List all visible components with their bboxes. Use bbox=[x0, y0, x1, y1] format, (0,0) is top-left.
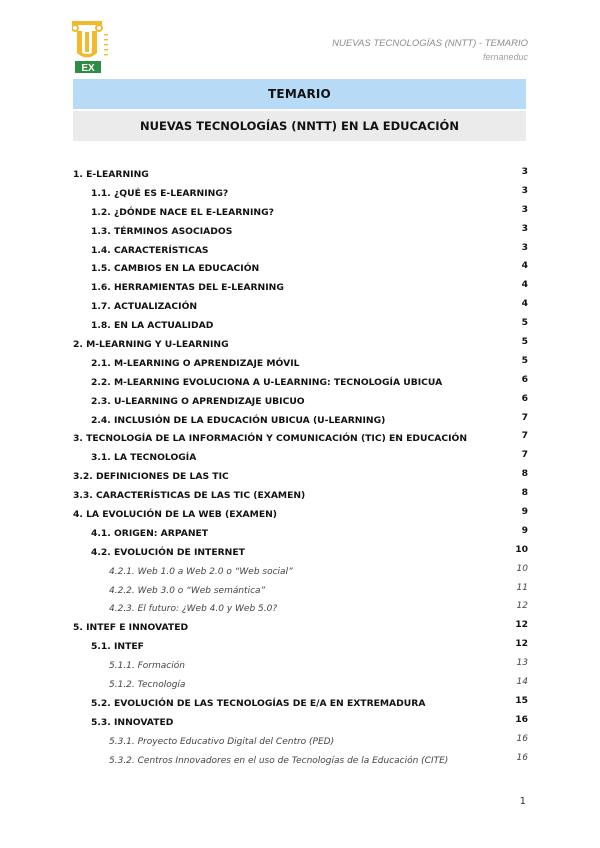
toc-entry-page: 4 bbox=[521, 279, 528, 291]
toc-entry-page: 8 bbox=[521, 487, 528, 499]
toc-entry[interactable] bbox=[73, 635, 528, 654]
toc-entry-title: 1.1. ¿QUÉ ES E-LEARNING? bbox=[91, 187, 229, 199]
toc-entry-page: 3 bbox=[521, 203, 528, 215]
toc-entry-title: 2.1. M-LEARNING O APRENDIZAJE MÓVIL bbox=[91, 357, 300, 369]
toc-entry-title: 1.6. HERRAMIENTAS DEL E-LEARNING bbox=[91, 282, 284, 294]
header-title: NUEVAS TECNOLOGÍAS (NNTT) - TEMARIO bbox=[332, 38, 528, 49]
toc-entry-page: 12 bbox=[515, 638, 528, 650]
toc-entry-title: 2.3. U-LEARNING O APRENDIZAJE UBICUO bbox=[91, 395, 305, 407]
toc-entry-page: 14 bbox=[516, 677, 528, 688]
university-logo bbox=[72, 20, 110, 74]
toc-entry[interactable] bbox=[73, 295, 528, 314]
toc-entry-page: 16 bbox=[515, 713, 528, 725]
toc-entry[interactable] bbox=[73, 390, 528, 409]
toc-entry-title: 4.1. ORIGEN: ARPANET bbox=[91, 527, 209, 539]
toc-entry-page: 5 bbox=[521, 336, 528, 348]
toc-entry-page: 3 bbox=[521, 222, 528, 234]
table-of-contents bbox=[73, 163, 528, 768]
toc-entry-title: 1.3. TÉRMINOS ASOCIADOS bbox=[91, 225, 233, 237]
toc-entry[interactable] bbox=[73, 352, 528, 371]
toc-entry-title: 5. INTEF E INNOVATED bbox=[73, 622, 189, 634]
toc-entry[interactable] bbox=[73, 201, 528, 220]
toc-entry-title: 2.4. INCLUSIÓN DE LA EDUCACIÓN UBICUA (U-LEARNING) bbox=[91, 414, 386, 426]
toc-entry-title: 5.1. INTEF bbox=[91, 641, 144, 653]
toc-entry-title: 1.4. CARACTERÍSTICAS bbox=[91, 244, 209, 256]
toc-entry[interactable] bbox=[73, 749, 528, 768]
toc-entry[interactable] bbox=[73, 239, 528, 258]
toc-entry[interactable] bbox=[73, 409, 528, 428]
toc-entry[interactable] bbox=[73, 673, 528, 692]
toc-entry-page: 9 bbox=[521, 506, 528, 518]
toc-entry-title: 4.2.2. Web 3.0 o “Web semántica” bbox=[109, 585, 266, 596]
toc-entry-page: 16 bbox=[516, 733, 528, 744]
toc-entry[interactable] bbox=[73, 484, 528, 503]
toc-entry[interactable] bbox=[73, 654, 528, 673]
toc-entry-title: 5.3.2. Centros Innovadores en el uso de Tecnologías de la Educación (CITE) bbox=[109, 755, 449, 766]
toc-entry-title: 1.7. ACTUALIZACIÓN bbox=[91, 301, 198, 313]
toc-entry-page: 3 bbox=[521, 241, 528, 253]
toc-entry[interactable] bbox=[73, 522, 528, 541]
toc-entry-title: 4.2.3. El futuro: ¿Web 4.0 y Web 5.0? bbox=[109, 604, 278, 615]
toc-entry-title: 5.1.2. Tecnología bbox=[109, 680, 186, 691]
toc-entry-title: 3.1. LA TECNOLOGÍA bbox=[91, 452, 197, 464]
toc-entry[interactable] bbox=[73, 616, 528, 635]
toc-entry[interactable] bbox=[73, 220, 528, 239]
toc-entry-page: 4 bbox=[521, 260, 528, 272]
toc-entry-page: 12 bbox=[515, 619, 528, 631]
toc-entry-page: 10 bbox=[516, 563, 528, 574]
toc-entry-page: 8 bbox=[521, 468, 528, 480]
toc-entry[interactable] bbox=[73, 597, 528, 616]
toc-entry-page: 6 bbox=[521, 373, 528, 385]
toc-entry-title: 2.2. M-LEARNING EVOLUCIONA A U-LEARNING: TECNOLOGÍA UBICUA bbox=[91, 376, 443, 388]
toc-entry-page: 7 bbox=[521, 449, 528, 461]
toc-entry[interactable] bbox=[73, 503, 528, 522]
toc-entry-title: 5.1.1. Formación bbox=[109, 661, 185, 672]
toc-entry-page: 7 bbox=[521, 430, 528, 442]
toc-entry-page: 10 bbox=[515, 543, 528, 555]
toc-entry-title: 4.2. EVOLUCIÓN DE INTERNET bbox=[91, 546, 245, 558]
toc-entry-page: 4 bbox=[521, 298, 528, 310]
toc-entry[interactable] bbox=[73, 333, 528, 352]
toc-entry-title: 1. E-LEARNING bbox=[73, 169, 149, 180]
toc-entry[interactable] bbox=[73, 730, 528, 749]
toc-entry-page: 5 bbox=[521, 317, 528, 329]
toc-entry[interactable] bbox=[73, 314, 528, 333]
toc-entry[interactable] bbox=[73, 276, 528, 295]
toc-entry-page: 9 bbox=[521, 524, 528, 536]
toc-entry-title: 1.8. EN LA ACTUALIDAD bbox=[91, 320, 214, 332]
toc-entry-title: 4. LA EVOLUCIÓN DE LA WEB (EXAMEN) bbox=[73, 509, 277, 521]
document-subtitle: NUEVAS TECNOLOGÍAS (NNTT) EN LA EDUCACIÓN bbox=[73, 111, 526, 141]
toc-entry-page: 13 bbox=[516, 658, 528, 669]
toc-entry[interactable] bbox=[73, 182, 528, 201]
toc-entry[interactable] bbox=[73, 711, 528, 730]
toc-entry-page: 3 bbox=[521, 184, 528, 196]
toc-entry-title: 3. TECNOLOGÍA DE LA INFORMACIÓN Y COMUNICACIÓN (TIC) EN EDUCACIÓN bbox=[73, 433, 468, 445]
toc-entry[interactable] bbox=[73, 465, 528, 484]
toc-entry-page: 12 bbox=[516, 601, 528, 612]
toc-entry-title: 5.2. EVOLUCIÓN DE LAS TECNOLOGÍAS DE E/A EN EXTREMADURA bbox=[91, 697, 426, 709]
toc-entry-page: 16 bbox=[516, 752, 528, 763]
toc-entry-title: 4.2.1. Web 1.0 a Web 2.0 o “Web social” bbox=[109, 566, 293, 577]
toc-entry[interactable] bbox=[73, 371, 528, 390]
toc-entry-title: 1.2. ¿DÓNDE NACE EL E-LEARNING? bbox=[91, 206, 274, 218]
toc-entry[interactable] bbox=[73, 163, 528, 182]
toc-entry-title: 5.3. INNOVATED bbox=[91, 716, 174, 728]
toc-entry[interactable] bbox=[73, 560, 528, 579]
toc-entry[interactable] bbox=[73, 579, 528, 598]
toc-entry-title: 3.3. CARACTERÍSTICAS DE LAS TIC (EXAMEN) bbox=[73, 490, 306, 502]
toc-entry-page: 11 bbox=[516, 582, 528, 593]
toc-entry[interactable] bbox=[73, 427, 528, 446]
toc-entry-title: 2. M-LEARNING Y U-LEARNING bbox=[73, 339, 229, 351]
toc-entry[interactable] bbox=[73, 692, 528, 711]
header-author: fernaneduc bbox=[482, 52, 528, 62]
toc-entry-title: 1.5. CAMBIOS EN LA EDUCACIÓN bbox=[91, 263, 260, 275]
logo-text: EX bbox=[81, 63, 95, 74]
toc-entry-page: 7 bbox=[521, 411, 528, 423]
toc-entry-title: 5.3.1. Proyecto Educativo Digital del Centro (PED) bbox=[109, 736, 335, 747]
toc-entry[interactable] bbox=[73, 446, 528, 465]
toc-entry-page: 3 bbox=[521, 166, 528, 177]
page-number: 1 bbox=[519, 796, 526, 807]
toc-entry[interactable] bbox=[73, 541, 528, 560]
toc-entry[interactable] bbox=[73, 257, 528, 276]
toc-entry-page: 15 bbox=[515, 694, 528, 706]
toc-entry-title: 3.2. DEFINICIONES DE LAS TIC bbox=[73, 471, 229, 483]
document-title: TEMARIO bbox=[73, 79, 526, 109]
toc-entry-page: 6 bbox=[521, 392, 528, 404]
toc-entry-page: 5 bbox=[521, 354, 528, 366]
